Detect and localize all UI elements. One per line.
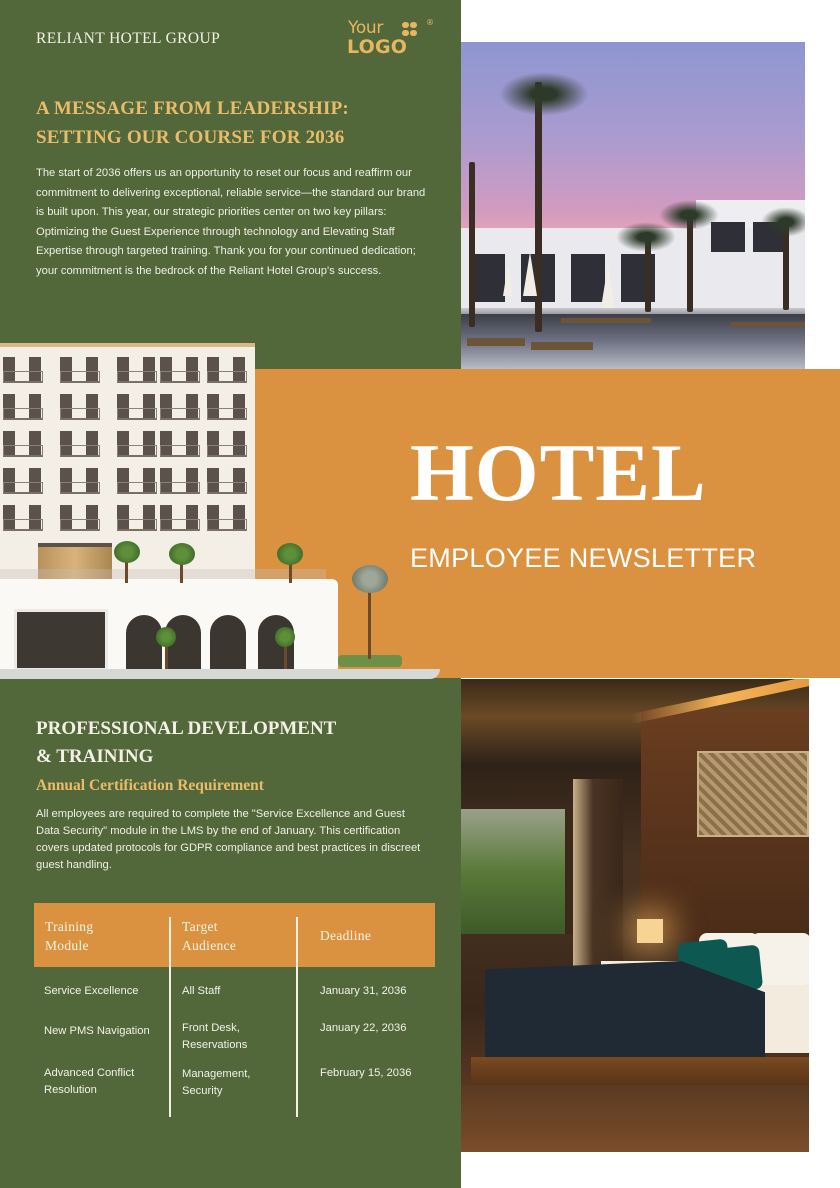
hotel-bedroom-photo [461,679,809,1152]
training-heading [36,715,436,771]
company-logo [346,18,438,62]
hotel-building-illustration [0,343,440,679]
leadership-message: The start of 2036 offers us an opportunity to reset our focus and reaffirm our commitment to delivering exceptional, reliable service—the standard our brand is built upon. This year, our strategic priorities center on two key pillars: Optimizing the Guest Experience through technology and Elevating Staff Expertise through targeted training. Thank you for your continued dedication; your commitment is the bedrock of the Reliant Hotel Group's success. [36,167,426,277]
column-header-training-module: Training Module [45,919,94,953]
training-heading-line1: PROFESSIONAL DEVELOPMENT [36,718,337,739]
table-cell-deadline: January 22, 2036 [320,1022,407,1034]
logo-text-top: Your [348,18,384,38]
brand-name: RELIANT HOTEL GROUP [36,30,221,47]
logo-text-bottom: LOGO [347,36,408,58]
registered-mark: ® [426,18,434,27]
column-header-target-audience: Target Audience [182,919,237,953]
table-cell-audience: Management, Security [182,1068,251,1097]
table-cell-module: Service Excellence [44,985,139,997]
resort-pool-photo [461,42,805,369]
flower-logo-icon [402,22,417,36]
table-cell-audience: All Staff [182,985,221,997]
table-cell-module: New PMS Navigation [44,1025,150,1037]
hero-title: HOTEL [410,427,707,518]
leadership-heading-line1: A MESSAGE FROM LEADERSHIP: [36,98,349,119]
table-cell-deadline: February 15, 2036 [320,1067,412,1079]
hero-subtitle: EMPLOYEE NEWSLETTER [410,543,757,573]
certification-subheading: Annual Certification Requirement [36,777,264,794]
table-cell-module: Advanced Conflict Resolution [44,1067,135,1096]
column-divider [169,917,171,1117]
table-cell-deadline: January 31, 2036 [320,985,407,997]
table-cell-audience: Front Desk, Reservations [182,1022,248,1051]
column-header-deadline: Deadline [320,928,372,943]
column-divider [296,917,298,1117]
certification-description: All employees are required to complete the "Service Excellence and Guest Data Security" module in the LMS by the end of January. This certification covers updated protocols for GDPR compliance and best practices in discreet guest handling. [36,808,421,871]
training-heading-line2: & TRAINING [36,746,154,767]
leadership-heading-line2: SETTING OUR COURSE FOR 2036 [36,127,345,148]
leadership-heading [36,94,436,152]
